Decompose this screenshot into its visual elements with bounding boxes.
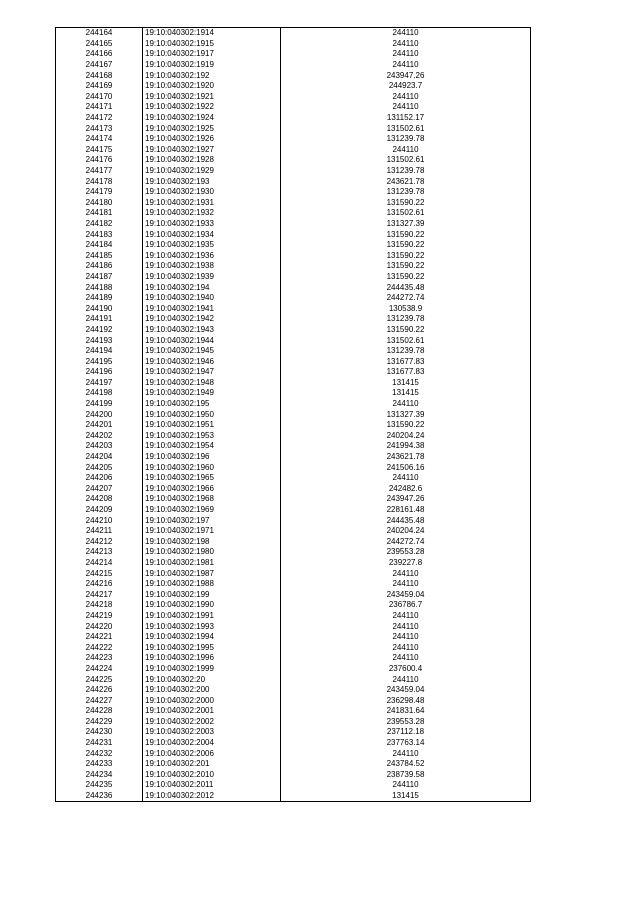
value-cell: 244110 xyxy=(281,611,531,622)
row-number-cell: 244187 xyxy=(85,271,113,281)
value-cell: 243459.04 xyxy=(281,589,531,600)
cadastral-number-cell: 19:10:040302:1944 xyxy=(143,335,281,346)
row-number-cell: 244212 xyxy=(85,536,113,546)
cadastral-number-cell: 19:10:040302:1917 xyxy=(143,49,281,60)
cadastral-number-cell: 19:10:040302:1929 xyxy=(143,166,281,177)
table-row xyxy=(56,325,531,336)
cadastral-number-cell: 19:10:040302:2001 xyxy=(143,706,281,717)
cadastral-number-cell: 19:10:040302:1941 xyxy=(143,303,281,314)
table-row xyxy=(56,60,531,71)
cadastral-number-cell: 19:10:040302:1942 xyxy=(143,314,281,325)
row-number-cell: 244201 xyxy=(85,420,113,430)
cadastral-number-cell: 19:10:040302:1991 xyxy=(143,611,281,622)
table-row xyxy=(56,537,531,548)
table-row xyxy=(56,187,531,198)
table-row xyxy=(56,452,531,463)
value-cell: 131415 xyxy=(281,388,531,399)
row-number-cell: 244184 xyxy=(85,240,113,250)
cadastral-number-cell: 19:10:040302:1946 xyxy=(143,356,281,367)
value-cell: 228161.48 xyxy=(281,505,531,516)
cadastral-number-cell: 19:10:040302:1926 xyxy=(143,134,281,145)
row-number-cell: 244213 xyxy=(85,547,113,557)
table-row xyxy=(56,39,531,50)
cadastral-number-cell: 19:10:040302:2010 xyxy=(143,770,281,781)
table-row xyxy=(56,727,531,738)
cadastral-number-cell: 19:10:040302:197 xyxy=(143,515,281,526)
value-cell: 242482.6 xyxy=(281,484,531,495)
table-row xyxy=(56,674,531,685)
row-number-cell: 244225 xyxy=(85,674,113,684)
cadastral-number-cell: 19:10:040302:1940 xyxy=(143,293,281,304)
value-cell: 243784.52 xyxy=(281,759,531,770)
row-number-cell: 244194 xyxy=(85,346,113,356)
value-cell: 240204.24 xyxy=(281,526,531,537)
table-row xyxy=(56,611,531,622)
cadastral-number-cell: 19:10:040302:1934 xyxy=(143,229,281,240)
row-number-cell: 244178 xyxy=(85,176,113,186)
cadastral-number-cell: 19:10:040302:1931 xyxy=(143,198,281,209)
row-number-cell: 244235 xyxy=(85,780,113,790)
table-row xyxy=(56,208,531,219)
row-number-cell: 244179 xyxy=(85,187,113,197)
table-row xyxy=(56,335,531,346)
cadastral-number-cell: 19:10:040302:1935 xyxy=(143,240,281,251)
value-cell: 243947.26 xyxy=(281,70,531,81)
row-number-cell: 244234 xyxy=(85,769,113,779)
cadastral-number-cell: 19:10:040302:1971 xyxy=(143,526,281,537)
value-cell: 239553.28 xyxy=(281,547,531,558)
table-row xyxy=(56,717,531,728)
row-number-cell: 244197 xyxy=(85,377,113,387)
row-number-cell: 244214 xyxy=(85,557,113,567)
row-number-cell: 244208 xyxy=(85,494,113,504)
value-cell: 131677.83 xyxy=(281,367,531,378)
cadastral-number-cell: 19:10:040302:1988 xyxy=(143,579,281,590)
row-number-cell: 244171 xyxy=(85,102,113,112)
table-row xyxy=(56,748,531,759)
cadastral-number-cell: 19:10:040302:1994 xyxy=(143,632,281,643)
table-row xyxy=(56,589,531,600)
table-row xyxy=(56,134,531,145)
cadastral-number-cell: 19:10:040302:1987 xyxy=(143,568,281,579)
row-number-cell: 244164 xyxy=(85,28,113,38)
row-number-cell: 244181 xyxy=(85,208,113,218)
table-row xyxy=(56,420,531,431)
table-row xyxy=(56,759,531,770)
table-row xyxy=(56,695,531,706)
value-cell: 244110 xyxy=(281,748,531,759)
value-cell: 244110 xyxy=(281,92,531,103)
cadastral-number-cell: 19:10:040302:198 xyxy=(143,537,281,548)
row-number-cell: 244218 xyxy=(85,600,113,610)
cadastral-number-cell: 19:10:040302:192 xyxy=(143,70,281,81)
value-cell: 236298.48 xyxy=(281,695,531,706)
table-row xyxy=(56,102,531,113)
cadastral-number-cell: 19:10:040302:1932 xyxy=(143,208,281,219)
cadastral-number-cell: 19:10:040302:1922 xyxy=(143,102,281,113)
row-number-cell: 244198 xyxy=(85,388,113,398)
cadastral-number-cell: 19:10:040302:1925 xyxy=(143,123,281,134)
table-row xyxy=(56,791,531,802)
value-cell: 241506.16 xyxy=(281,462,531,473)
table-row xyxy=(56,92,531,103)
value-cell: 131415 xyxy=(281,378,531,389)
cadastral-number-cell: 19:10:040302:201 xyxy=(143,759,281,770)
cadastral-number-cell: 19:10:040302:1990 xyxy=(143,600,281,611)
cadastral-number-cell: 19:10:040302:1914 xyxy=(143,28,281,39)
value-cell: 131239.78 xyxy=(281,166,531,177)
row-number-cell: 244173 xyxy=(85,123,113,133)
cadastral-number-cell: 19:10:040302:1939 xyxy=(143,272,281,283)
value-cell: 243459.04 xyxy=(281,685,531,696)
row-number-cell: 244177 xyxy=(85,166,113,176)
cadastral-number-cell: 19:10:040302:1943 xyxy=(143,325,281,336)
value-cell: 237600.4 xyxy=(281,664,531,675)
row-number-cell: 244168 xyxy=(85,70,113,80)
table-row xyxy=(56,250,531,261)
table-row xyxy=(56,770,531,781)
value-cell: 241831.64 xyxy=(281,706,531,717)
cadastral-number-cell: 19:10:040302:1954 xyxy=(143,441,281,452)
row-number-cell: 244200 xyxy=(85,409,113,419)
row-number-cell: 244228 xyxy=(85,706,113,716)
row-number-cell: 244190 xyxy=(85,303,113,313)
table-body xyxy=(56,28,531,802)
value-cell: 244110 xyxy=(281,653,531,664)
cadastral-number-cell: 19:10:040302:1965 xyxy=(143,473,281,484)
row-number-cell: 244224 xyxy=(85,663,113,673)
row-number-cell: 244180 xyxy=(85,197,113,207)
row-number-cell: 244232 xyxy=(85,748,113,758)
value-cell: 239553.28 xyxy=(281,717,531,728)
value-cell: 131415 xyxy=(281,791,531,802)
row-number-cell: 244217 xyxy=(85,589,113,599)
value-cell: 244110 xyxy=(281,621,531,632)
cadastral-number-cell: 19:10:040302:1968 xyxy=(143,494,281,505)
row-number-cell: 244166 xyxy=(85,49,113,59)
table-row xyxy=(56,505,531,516)
cadastral-number-cell: 19:10:040302:20 xyxy=(143,674,281,685)
table-row xyxy=(56,441,531,452)
table-row xyxy=(56,28,531,39)
row-number-cell: 244229 xyxy=(85,716,113,726)
value-cell: 130538.9 xyxy=(281,303,531,314)
table-row xyxy=(56,303,531,314)
value-cell: 244110 xyxy=(281,145,531,156)
row-number-cell: 244211 xyxy=(85,526,113,536)
row-number-cell: 244192 xyxy=(85,324,113,334)
value-cell: 244110 xyxy=(281,674,531,685)
cadastral-number-cell: 19:10:040302:1915 xyxy=(143,39,281,50)
row-number-cell: 244204 xyxy=(85,452,113,462)
row-number-cell: 244227 xyxy=(85,695,113,705)
row-number-cell: 244210 xyxy=(85,515,113,525)
cadastral-number-cell: 19:10:040302:1920 xyxy=(143,81,281,92)
table-row xyxy=(56,515,531,526)
row-number-cell: 244219 xyxy=(85,610,113,620)
table-row xyxy=(56,81,531,92)
value-cell: 244110 xyxy=(281,579,531,590)
value-cell: 236786.7 xyxy=(281,600,531,611)
data-table xyxy=(55,27,531,802)
table-row xyxy=(56,49,531,60)
row-number-cell: 244216 xyxy=(85,579,113,589)
value-cell: 237763.14 xyxy=(281,738,531,749)
cadastral-number-cell: 19:10:040302:200 xyxy=(143,685,281,696)
row-number-cell: 244196 xyxy=(85,367,113,377)
value-cell: 131239.78 xyxy=(281,314,531,325)
cadastral-number-cell: 19:10:040302:196 xyxy=(143,452,281,463)
table-row xyxy=(56,229,531,240)
value-cell: 244110 xyxy=(281,28,531,39)
value-cell: 239227.8 xyxy=(281,558,531,569)
row-number-cell: 244199 xyxy=(85,399,113,409)
cadastral-number-cell: 19:10:040302:1953 xyxy=(143,431,281,442)
row-number-cell: 244222 xyxy=(85,642,113,652)
table-row xyxy=(56,632,531,643)
row-number-cell: 244172 xyxy=(85,113,113,123)
row-number-cell: 244220 xyxy=(85,621,113,631)
value-cell: 131590.22 xyxy=(281,198,531,209)
cadastral-number-cell: 19:10:040302:1951 xyxy=(143,420,281,431)
table-row xyxy=(56,388,531,399)
row-number-cell: 244205 xyxy=(85,462,113,472)
row-number-cell: 244174 xyxy=(85,134,113,144)
cadastral-number-cell: 19:10:040302:1948 xyxy=(143,378,281,389)
table-row xyxy=(56,664,531,675)
table-row xyxy=(56,462,531,473)
row-number-cell: 244206 xyxy=(85,473,113,483)
cadastral-number-cell: 19:10:040302:1936 xyxy=(143,250,281,261)
cadastral-number-cell: 19:10:040302:1981 xyxy=(143,558,281,569)
cadastral-number-cell: 19:10:040302:1995 xyxy=(143,642,281,653)
table-row xyxy=(56,526,531,537)
value-cell: 244110 xyxy=(281,399,531,410)
value-cell: 244110 xyxy=(281,102,531,113)
table-row xyxy=(56,176,531,187)
cadastral-number-cell: 19:10:040302:1960 xyxy=(143,462,281,473)
table-row xyxy=(56,547,531,558)
cadastral-number-cell: 19:10:040302:2011 xyxy=(143,780,281,791)
table-row xyxy=(56,568,531,579)
table-row xyxy=(56,558,531,569)
cadastral-number-cell: 19:10:040302:1945 xyxy=(143,346,281,357)
cadastral-number-cell: 19:10:040302:2002 xyxy=(143,717,281,728)
cadastral-number-cell: 19:10:040302:1928 xyxy=(143,155,281,166)
row-number-cell: 244175 xyxy=(85,144,113,154)
value-cell: 131239.78 xyxy=(281,134,531,145)
table-row xyxy=(56,198,531,209)
table-row xyxy=(56,155,531,166)
row-number-cell: 244169 xyxy=(85,81,113,91)
value-cell: 244110 xyxy=(281,49,531,60)
value-cell: 238739.58 xyxy=(281,770,531,781)
cadastral-number-cell: 19:10:040302:1993 xyxy=(143,621,281,632)
row-number-cell: 244203 xyxy=(85,441,113,451)
cadastral-number-cell: 19:10:040302:1966 xyxy=(143,484,281,495)
table-row xyxy=(56,653,531,664)
table-row xyxy=(56,166,531,177)
table-row xyxy=(56,431,531,442)
value-cell: 244110 xyxy=(281,473,531,484)
cadastral-number-cell: 19:10:040302:1999 xyxy=(143,664,281,675)
row-number-cell: 244223 xyxy=(85,653,113,663)
value-cell: 244110 xyxy=(281,642,531,653)
value-cell: 244435.48 xyxy=(281,282,531,293)
value-cell: 131152.17 xyxy=(281,113,531,124)
value-cell: 244923.7 xyxy=(281,81,531,92)
value-cell: 244110 xyxy=(281,632,531,643)
cadastral-number-cell: 19:10:040302:193 xyxy=(143,176,281,187)
value-cell: 131239.78 xyxy=(281,187,531,198)
table-row xyxy=(56,378,531,389)
table-row xyxy=(56,346,531,357)
table-row xyxy=(56,738,531,749)
table-row xyxy=(56,473,531,484)
row-number-cell: 244233 xyxy=(85,759,113,769)
cadastral-number-cell: 19:10:040302:1980 xyxy=(143,547,281,558)
value-cell: 244272.74 xyxy=(281,293,531,304)
row-number-cell: 244183 xyxy=(85,229,113,239)
table-row xyxy=(56,240,531,251)
row-number-cell: 244209 xyxy=(85,505,113,515)
cadastral-number-cell: 19:10:040302:1924 xyxy=(143,113,281,124)
value-cell: 131590.22 xyxy=(281,325,531,336)
table-row xyxy=(56,282,531,293)
table-row xyxy=(56,272,531,283)
cadastral-number-cell: 19:10:040302:1933 xyxy=(143,219,281,230)
table-row xyxy=(56,780,531,791)
row-number-cell: 244195 xyxy=(85,356,113,366)
table-row xyxy=(56,219,531,230)
value-cell: 241994.38 xyxy=(281,441,531,452)
value-cell: 131590.22 xyxy=(281,250,531,261)
value-cell: 243621.78 xyxy=(281,452,531,463)
cadastral-number-cell: 19:10:040302:1938 xyxy=(143,261,281,272)
table-row xyxy=(56,367,531,378)
row-number-cell: 244230 xyxy=(85,727,113,737)
row-number-cell: 244176 xyxy=(85,155,113,165)
row-number-cell: 244189 xyxy=(85,293,113,303)
value-cell: 244272.74 xyxy=(281,537,531,548)
value-cell: 131502.61 xyxy=(281,155,531,166)
row-number-cell: 244207 xyxy=(85,483,113,493)
row-number-cell: 244188 xyxy=(85,282,113,292)
value-cell: 131239.78 xyxy=(281,346,531,357)
cadastral-number-cell: 19:10:040302:195 xyxy=(143,399,281,410)
table-row xyxy=(56,123,531,134)
table-row xyxy=(56,399,531,410)
row-number-cell: 244193 xyxy=(85,335,113,345)
table-row xyxy=(56,145,531,156)
table-row xyxy=(56,600,531,611)
value-cell: 244435.48 xyxy=(281,515,531,526)
cadastral-number-cell: 19:10:040302:1947 xyxy=(143,367,281,378)
row-number-cell: 244167 xyxy=(85,60,113,70)
row-number-cell: 244165 xyxy=(85,38,113,48)
value-cell: 131502.61 xyxy=(281,208,531,219)
table-row xyxy=(56,579,531,590)
cadastral-number-cell: 19:10:040302:1996 xyxy=(143,653,281,664)
cadastral-number-cell: 19:10:040302:1969 xyxy=(143,505,281,516)
cadastral-number-cell: 19:10:040302:2000 xyxy=(143,695,281,706)
row-number-cell: 244221 xyxy=(85,632,113,642)
value-cell: 243947.26 xyxy=(281,494,531,505)
cadastral-number-cell: 19:10:040302:2004 xyxy=(143,738,281,749)
row-number-cell: 244170 xyxy=(85,91,113,101)
value-cell: 244110 xyxy=(281,39,531,50)
value-cell: 244110 xyxy=(281,780,531,791)
cadastral-number-cell: 19:10:040302:2003 xyxy=(143,727,281,738)
value-cell: 131502.61 xyxy=(281,123,531,134)
cadastral-number-cell: 19:10:040302:1919 xyxy=(143,60,281,71)
value-cell: 131590.22 xyxy=(281,261,531,272)
value-cell: 244110 xyxy=(281,568,531,579)
value-cell: 131590.22 xyxy=(281,420,531,431)
row-number-cell: 244231 xyxy=(85,738,113,748)
table-row xyxy=(56,113,531,124)
row-number-cell: 244182 xyxy=(85,218,113,228)
value-cell: 131590.22 xyxy=(281,272,531,283)
table-row xyxy=(56,494,531,505)
value-cell: 240204.24 xyxy=(281,431,531,442)
row-number-cell: 244191 xyxy=(85,314,113,324)
cadastral-number-cell: 19:10:040302:1927 xyxy=(143,145,281,156)
row-number-cell: 244185 xyxy=(85,250,113,260)
cadastral-number-cell: 19:10:040302:2006 xyxy=(143,748,281,759)
cadastral-number-cell: 19:10:040302:1949 xyxy=(143,388,281,399)
value-cell: 131327.39 xyxy=(281,409,531,420)
table-row xyxy=(56,314,531,325)
value-cell: 243621.78 xyxy=(281,176,531,187)
cadastral-number-cell: 19:10:040302:1921 xyxy=(143,92,281,103)
cadastral-number-cell: 19:10:040302:194 xyxy=(143,282,281,293)
value-cell: 244110 xyxy=(281,60,531,71)
table-row xyxy=(56,621,531,632)
row-number-cell: 244226 xyxy=(85,685,113,695)
value-cell: 131677.83 xyxy=(281,356,531,367)
value-cell: 237112.18 xyxy=(281,727,531,738)
table-row xyxy=(56,409,531,420)
cadastral-number-cell: 19:10:040302:1950 xyxy=(143,409,281,420)
cadastral-number-cell: 19:10:040302:2012 xyxy=(143,791,281,802)
table-row xyxy=(56,261,531,272)
row-number-cell: 244236 xyxy=(85,791,113,801)
table-row xyxy=(56,642,531,653)
cadastral-number-cell: 19:10:040302:199 xyxy=(143,589,281,600)
table-row xyxy=(56,70,531,81)
table-row xyxy=(56,484,531,495)
value-cell: 131590.22 xyxy=(281,229,531,240)
table-row xyxy=(56,293,531,304)
table-row xyxy=(56,706,531,717)
value-cell: 131327.39 xyxy=(281,219,531,230)
table-row xyxy=(56,356,531,367)
row-number-cell: 244186 xyxy=(85,261,113,271)
table-row xyxy=(56,685,531,696)
value-cell: 131590.22 xyxy=(281,240,531,251)
row-number-cell: 244215 xyxy=(85,568,113,578)
value-cell: 131502.61 xyxy=(281,335,531,346)
row-number-cell: 244202 xyxy=(85,430,113,440)
cadastral-number-cell: 19:10:040302:1930 xyxy=(143,187,281,198)
